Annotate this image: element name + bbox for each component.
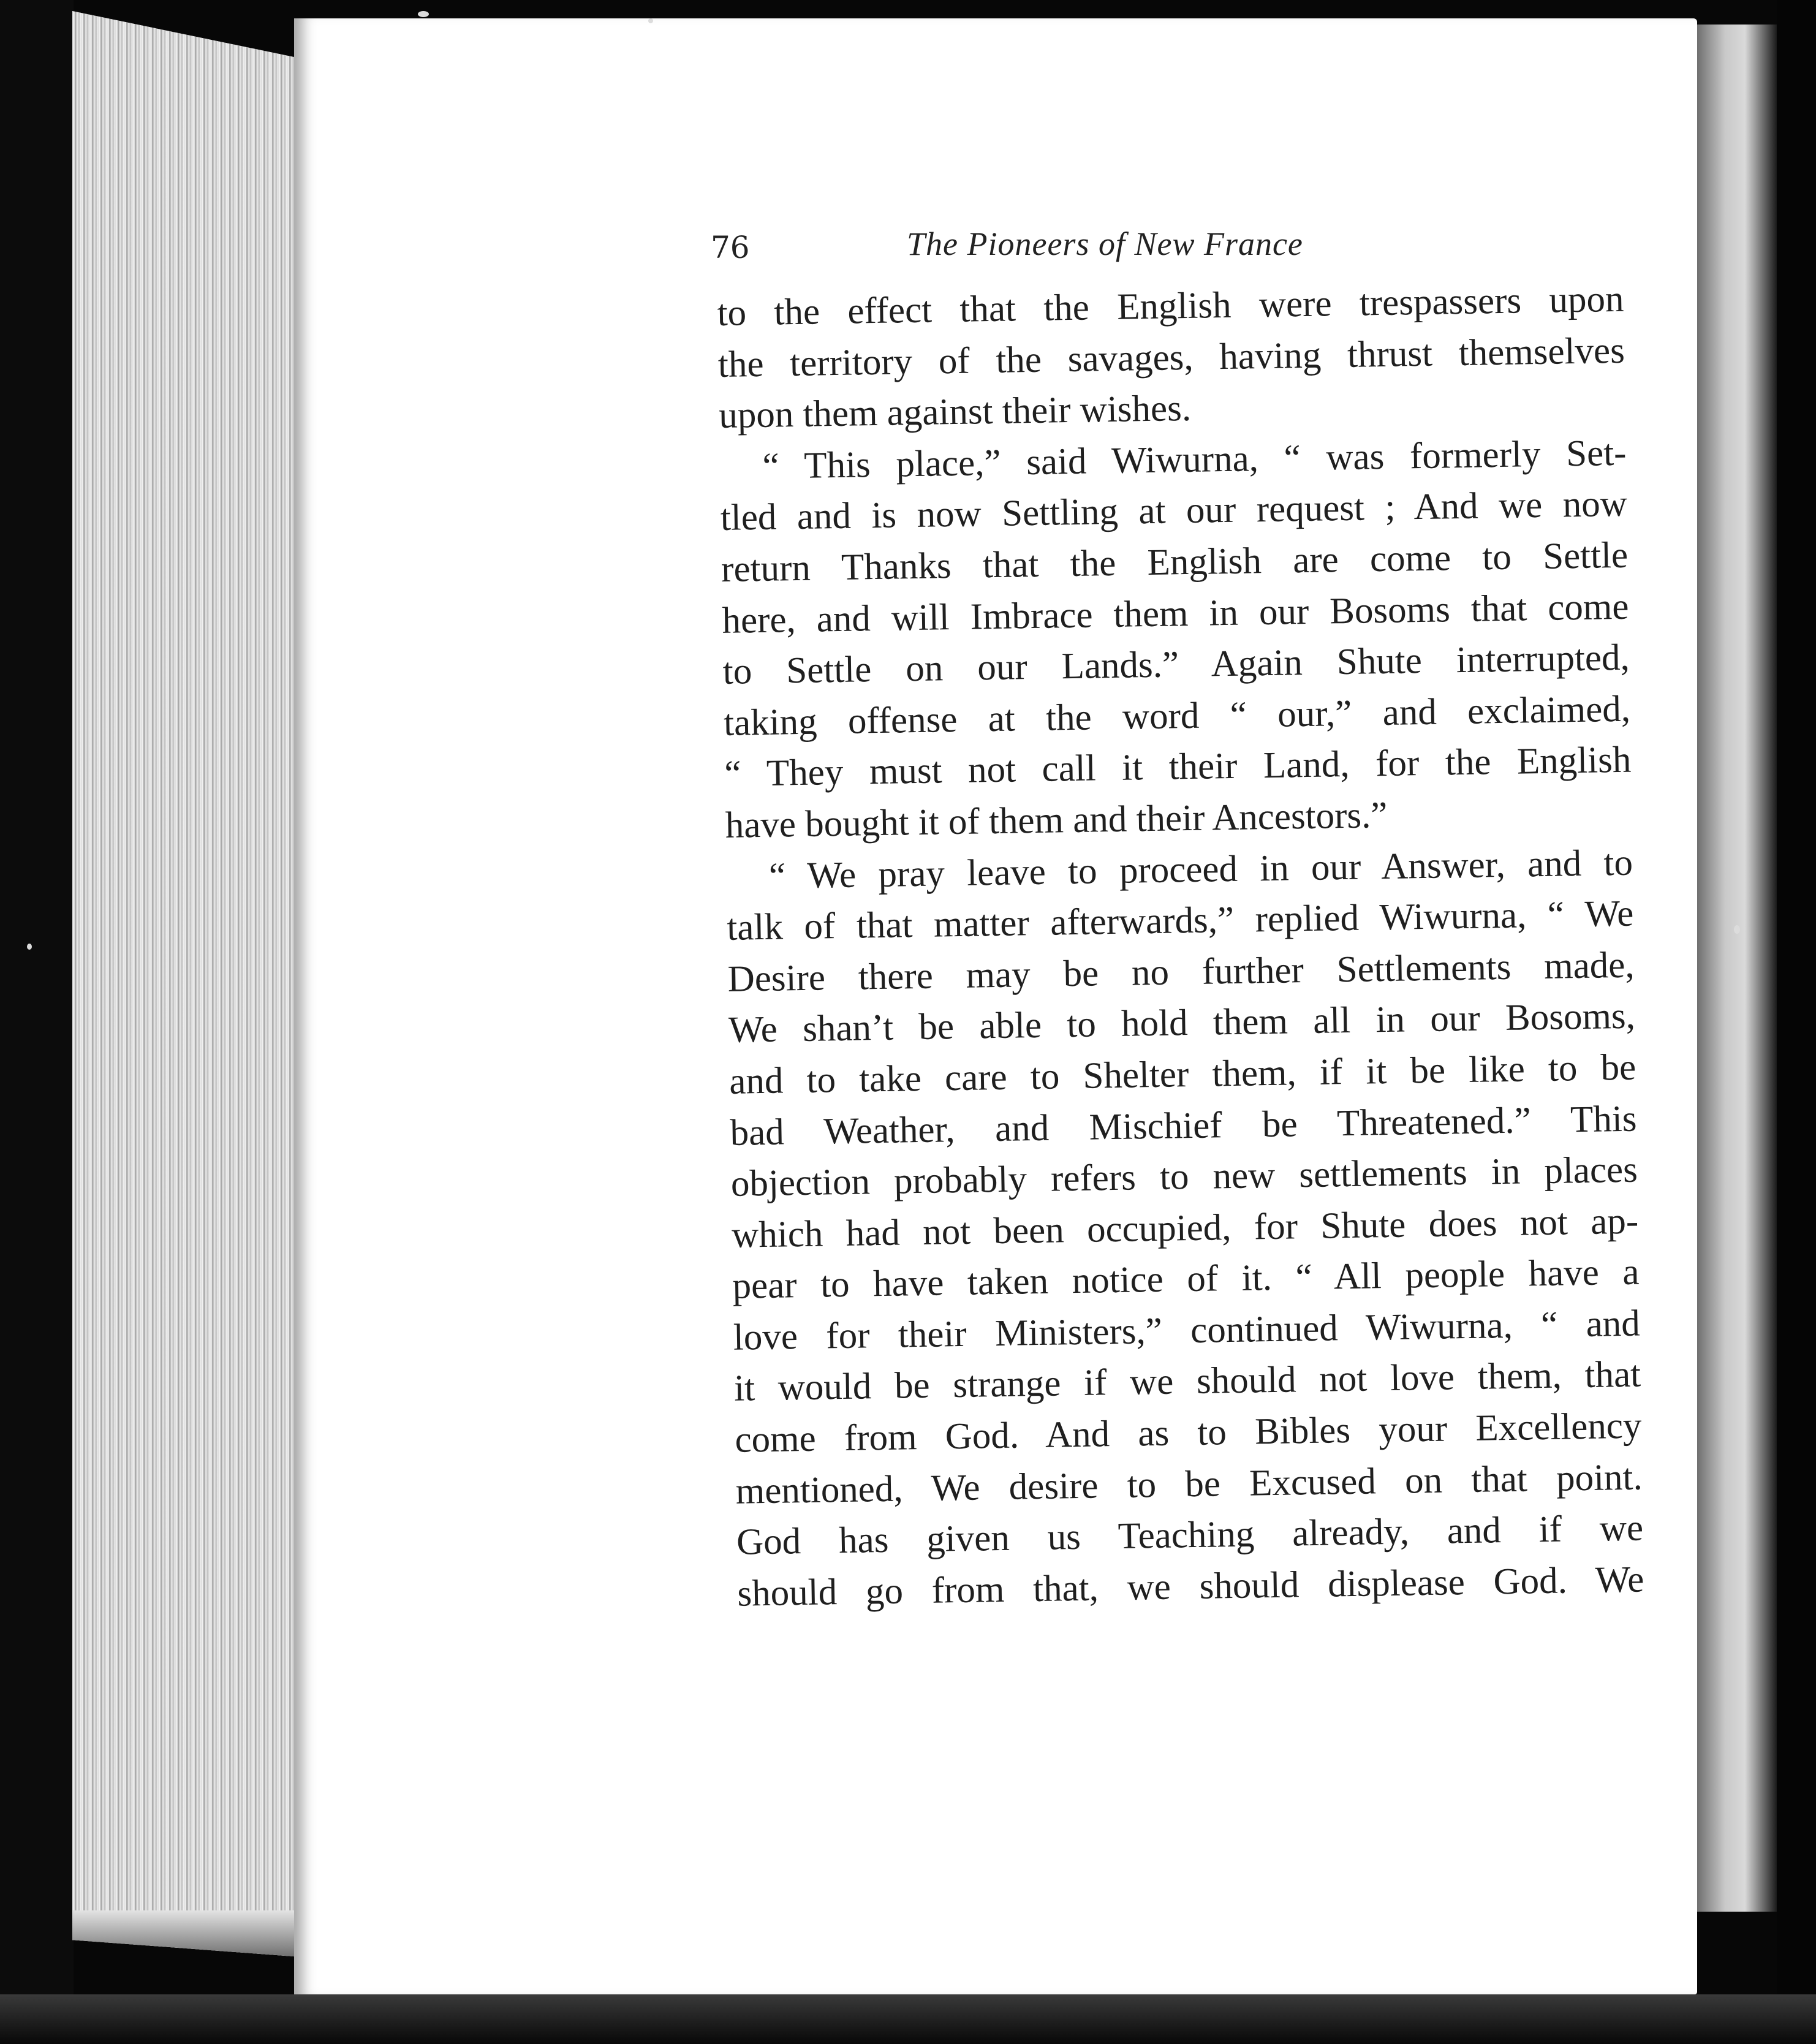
text-line: tled and is now Settling at our request ; And we now <box>720 483 1628 539</box>
dust-speck <box>1734 925 1740 934</box>
text-line: to Settle on our Lands.” Again Shute interrupted, <box>722 637 1630 693</box>
running-title: The Pioneers of New France <box>907 225 1303 262</box>
text-line: Desire there may be no further Settlements made, <box>727 944 1635 1000</box>
dust-speck <box>648 18 653 23</box>
text-line: We shan’t be able to hold them all in our Bosoms, <box>728 995 1636 1051</box>
text-line: “ They must not call it their Land, for the English <box>724 740 1632 795</box>
page-number: 76 <box>711 230 750 265</box>
scan-right-border <box>1777 0 1816 2044</box>
dust-speck <box>418 11 429 17</box>
text-line: bad Weather, and Mischief be Threatened.” This <box>730 1098 1638 1154</box>
text-line: upon them against their wishes. <box>718 388 1192 437</box>
text-line: taking offense at the word “ our,” and exclaimed, <box>723 688 1631 744</box>
scan-left-border <box>0 0 74 2044</box>
dust-speck <box>27 944 32 950</box>
text-line: have bought it of them and their Ancestors.” <box>725 794 1388 846</box>
text-line: objection probably refers to new settlements in places <box>730 1149 1638 1205</box>
text-line: come from God. And as to Bibles your Excellency <box>735 1405 1642 1461</box>
text-line: it would be strange if we should not love them, that <box>733 1354 1641 1410</box>
text-line: talk of that matter afterwards,” replied Wiwurna, “ We <box>726 893 1634 948</box>
text-line: “ We pray leave to proceed in our Answer, and to <box>768 842 1633 897</box>
right-page-shadow <box>1697 25 1777 1912</box>
text-line: love for their Ministers,” continued Wiwurna, “ and <box>733 1303 1641 1358</box>
running-head <box>711 218 1421 273</box>
text-line: pear to have taken notice of it. “ All people have a <box>732 1251 1640 1308</box>
text-line: to the effect that the English were trespassers upon <box>717 278 1624 334</box>
text-line: mentioned, We desire to be Excused on that point. <box>735 1456 1643 1512</box>
text-line: “ This place,” said Wiwurna, “ was formerly Set- <box>762 432 1627 487</box>
text-line: and to take care to Shelter them, if it be like to be <box>728 1047 1636 1102</box>
text-line: the territory of the savages, having thrust themselves <box>717 330 1625 385</box>
text-line: return Thanks that the English are come to Settle <box>721 534 1629 590</box>
text-line: here, and will Imbrace them in our Bosoms that come <box>722 586 1629 642</box>
text-line: which had not been occupied, for Shute does not ap- <box>731 1200 1639 1256</box>
scan-bottom-border <box>0 1994 1816 2044</box>
text-line: should go from that, we should displease God. We <box>736 1559 1644 1614</box>
body-text <box>717 274 1644 1619</box>
text-line: God has given us Teaching already, and if we <box>736 1507 1644 1563</box>
